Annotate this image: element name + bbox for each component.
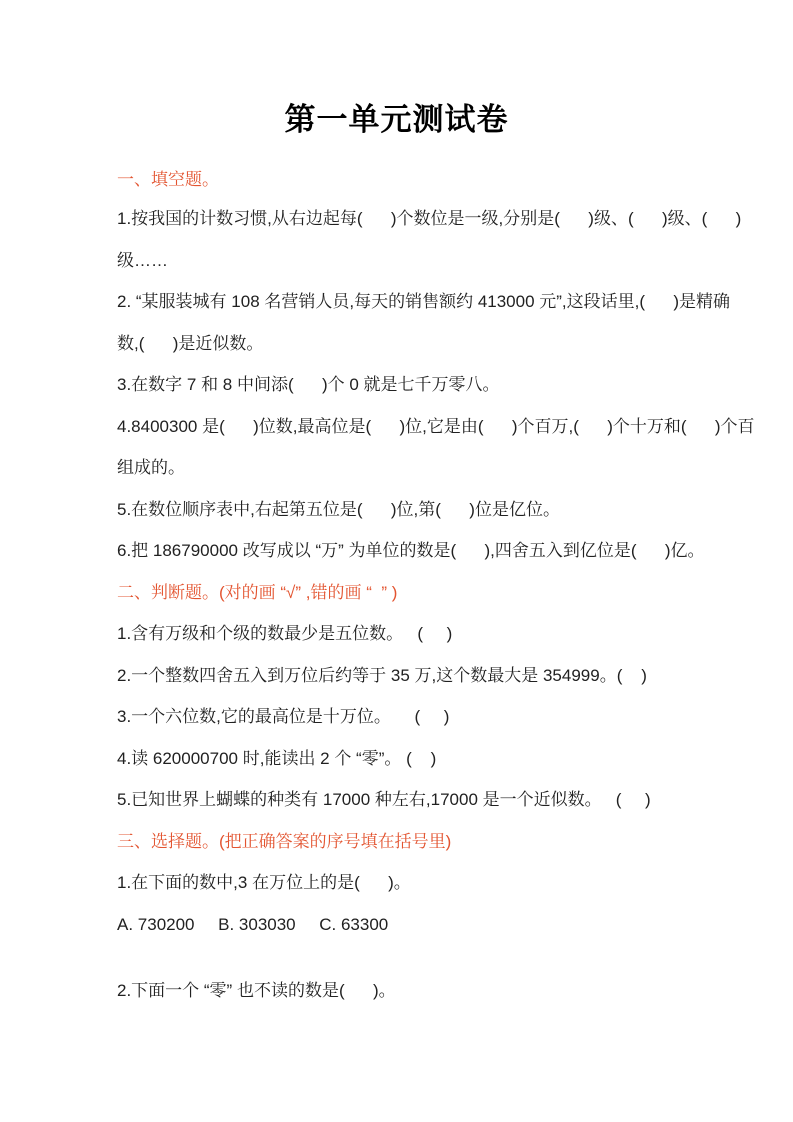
question-line: 1.含有万级和个级的数最少是五位数。 ( ) [117, 624, 453, 643]
question-line: 1.在下面的数中,3 在万位上的是( )。 [117, 873, 411, 892]
section-heading-fill-blank: 一、填空题。 [117, 170, 219, 189]
question-line: 1.按我国的计数习惯,从右边起每( )个数位是一级,分别是( )级、( )级、( ) [117, 209, 742, 228]
question-line: 2. “某服装城有 108 名营销人员,每天的销售额约 413000 元”,这段话里,( )是精确 [117, 292, 731, 311]
question-line: 级…… [117, 251, 168, 270]
question-line: 3.在数字 7 和 8 中间添( )个 0 就是七千万零八。 [117, 375, 500, 394]
question-line: 4.8400300 是( )位数,最高位是( )位,它是由( )个百万,( )个十万和( )个百 [117, 417, 755, 436]
question-line: 数,( )是近似数。 [117, 334, 264, 353]
section-heading-true-false: 二、判断题。(对的画 “√” ,错的画 “ ” ) [117, 583, 398, 602]
section-heading-multiple-choice: 三、选择题。(把正确答案的序号填在括号里) [117, 832, 452, 851]
question-line: 4.读 620000700 时,能读出 2 个 “零”。 ( ) [117, 749, 437, 768]
question-line: 5.在数位顺序表中,右起第五位是( )位,第( )位是亿位。 [117, 500, 560, 519]
question-line: 组成的。 [117, 458, 185, 477]
question-line: 2.一个整数四舍五入到万位后约等于 35 万,这个数最大是 354999。( ) [117, 666, 647, 685]
page-title: 第一单元测试卷 [284, 102, 509, 137]
question-line: 5.已知世界上蝴蝶的种类有 17000 种左右,17000 是一个近似数。 ( ) [117, 790, 651, 809]
question-line: 3.一个六位数,它的最高位是十万位。 ( ) [117, 707, 450, 726]
choice-options-line: A. 730200 B. 303030 C. 63300 [117, 915, 389, 934]
question-line: 2.下面一个 “零” 也不读的数是( )。 [117, 981, 396, 1000]
question-line: 6.把 186790000 改写成以 “万” 为单位的数是( ),四舍五入到亿位是( )亿。 [117, 541, 705, 560]
